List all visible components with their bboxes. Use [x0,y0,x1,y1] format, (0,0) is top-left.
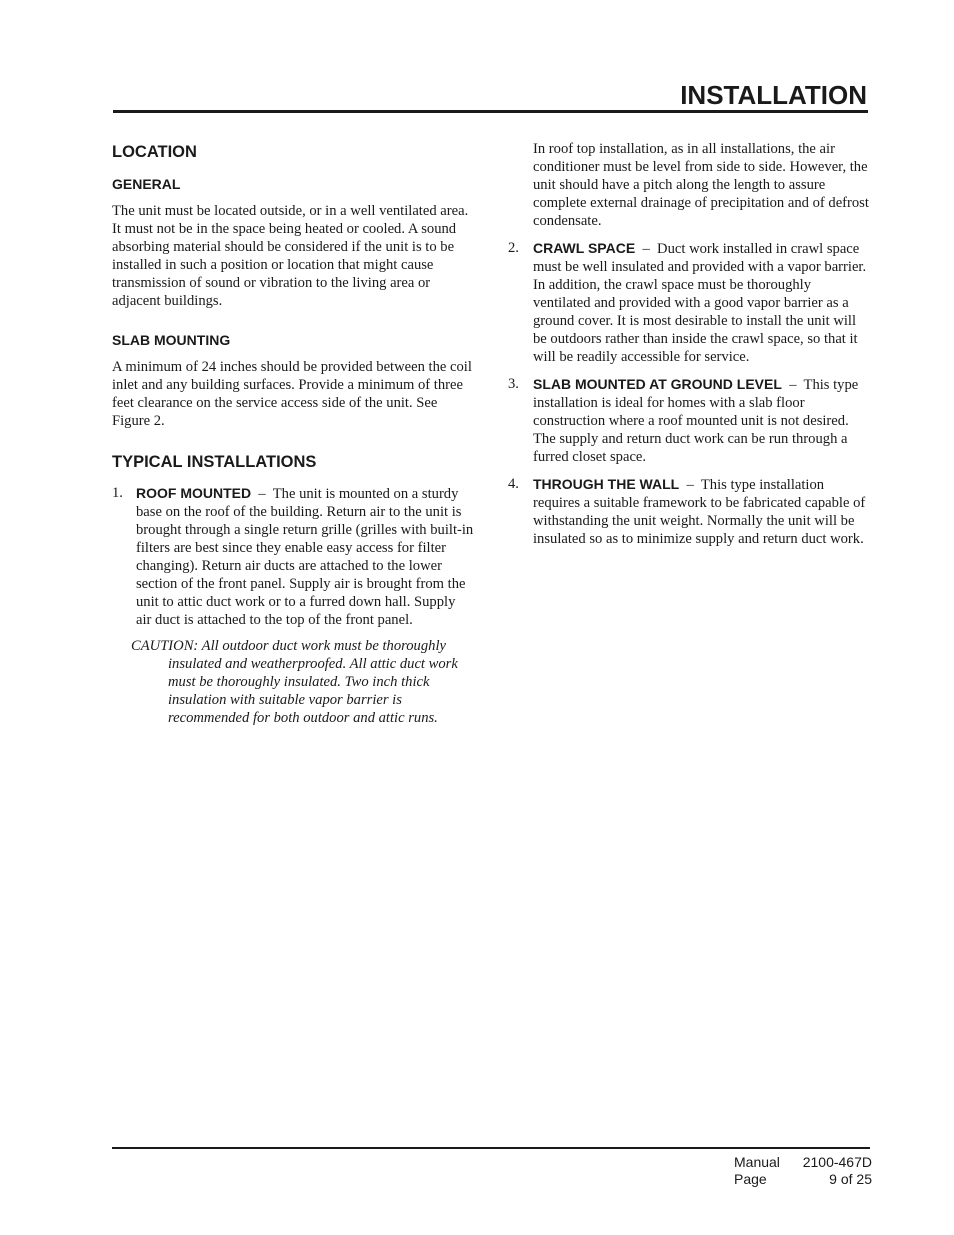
list-item-slab-ground-level [508,375,870,466]
item-separator: – [251,486,273,502]
item-separator: – [635,241,658,257]
item-separator: – [781,377,804,393]
left-column [112,140,474,727]
item-body: This type installation is ideal for homes with a slab floor construction where a roof mounted unit is not desired. The supply and return duct work can be run through a furred closet space. [533,377,859,465]
list-item-through-the-wall [508,475,870,548]
general-text: The unit must be located outside, or in a well ventilated area. It must not be in the space being heated or cooled. A sound absorbing material should be considered if the unit is to be installed in such a position or location that might cause transmission of sound or vibration to the living area or adjacent buildings. [112,203,469,309]
item-title: THROUGH THE WALL [533,476,680,492]
typical-installations-heading: TYPICAL INSTALLATIONS [112,453,317,471]
item-body: The unit is mounted on a sturdy base on the roof of the building. Return air to the unit is brought through a single return grille (grilles with built-in filters are best since they enable easy access for filter changing). Return air ducts are attached to the lower section of the front panel. Supply air is brought from the unit to attic duct work or to a furred down hall. Supply air duct is attached to the top of the front panel. [136,486,474,628]
manual-label: Manual [734,1154,780,1170]
caution-note: CAUTION: All outdoor duct work must be thoroughly insulated and weatherproofed. All attic duct work must be thoroughly insulated. Two inch thick insulation with suitable vapor barrier is recommended for both outdoor and attic runs. [131,638,458,726]
title-rule [113,110,868,113]
page-label: Page [734,1171,767,1187]
general-heading: GENERAL [112,176,181,192]
item-separator: – [679,477,701,493]
right-column [508,140,870,548]
list-number: 1. [112,485,123,501]
list-number: 2. [508,240,519,256]
page-number: 9 of 25 [829,1171,872,1187]
slab-mounting-heading: SLAB MOUNTING [112,332,231,348]
item-body: Duct work installed in crawl space must be well insulated and provided with a vapor barrier. In addition, the crawl space must be thoroughly ventilated and provided with a good vapor barrier as a ground cover. It is most desirable to install the unit will be outdoors rather than inside the crawl space, so that it will be readily accessible for service. [533,241,867,365]
slab-mounting-text: A minimum of 24 inches should be provided between the coil inlet and any building surfaces. Provide a minimum of three feet clearance on the service access side of the unit. See Figure 2. [112,359,472,429]
location-heading: LOCATION [112,143,197,161]
list-item-crawl-space [508,239,870,366]
list-item-roof-mounted [112,484,474,629]
manual-number: 2100-467D [802,1154,872,1170]
footer-manual-row [734,1154,872,1171]
footer-rule [112,1147,870,1149]
list-number: 3. [508,376,519,392]
roof-mounted-text [136,484,474,629]
item-body: This type installation requires a suitable framework to be fabricated capable of withstanding the unit weight. Normally the unit will be insulated so as to minimize supply and return duct work. [533,477,866,547]
footer [734,1154,872,1188]
roof-mounted-continued: In roof top installation, as in all installations, the air conditioner must be level from side to side. However, the unit should have a pitch along the length to assure complete external drainage of precipitation and of defrost condensate. [533,141,869,229]
item-title: SLAB MOUNTED AT GROUND LEVEL [533,376,782,392]
page-title: INSTALLATION [680,80,867,110]
item-title: CRAWL SPACE [533,240,636,256]
footer-page-row [734,1171,872,1188]
list-number: 4. [508,476,519,492]
item-title: ROOF MOUNTED [136,485,252,501]
